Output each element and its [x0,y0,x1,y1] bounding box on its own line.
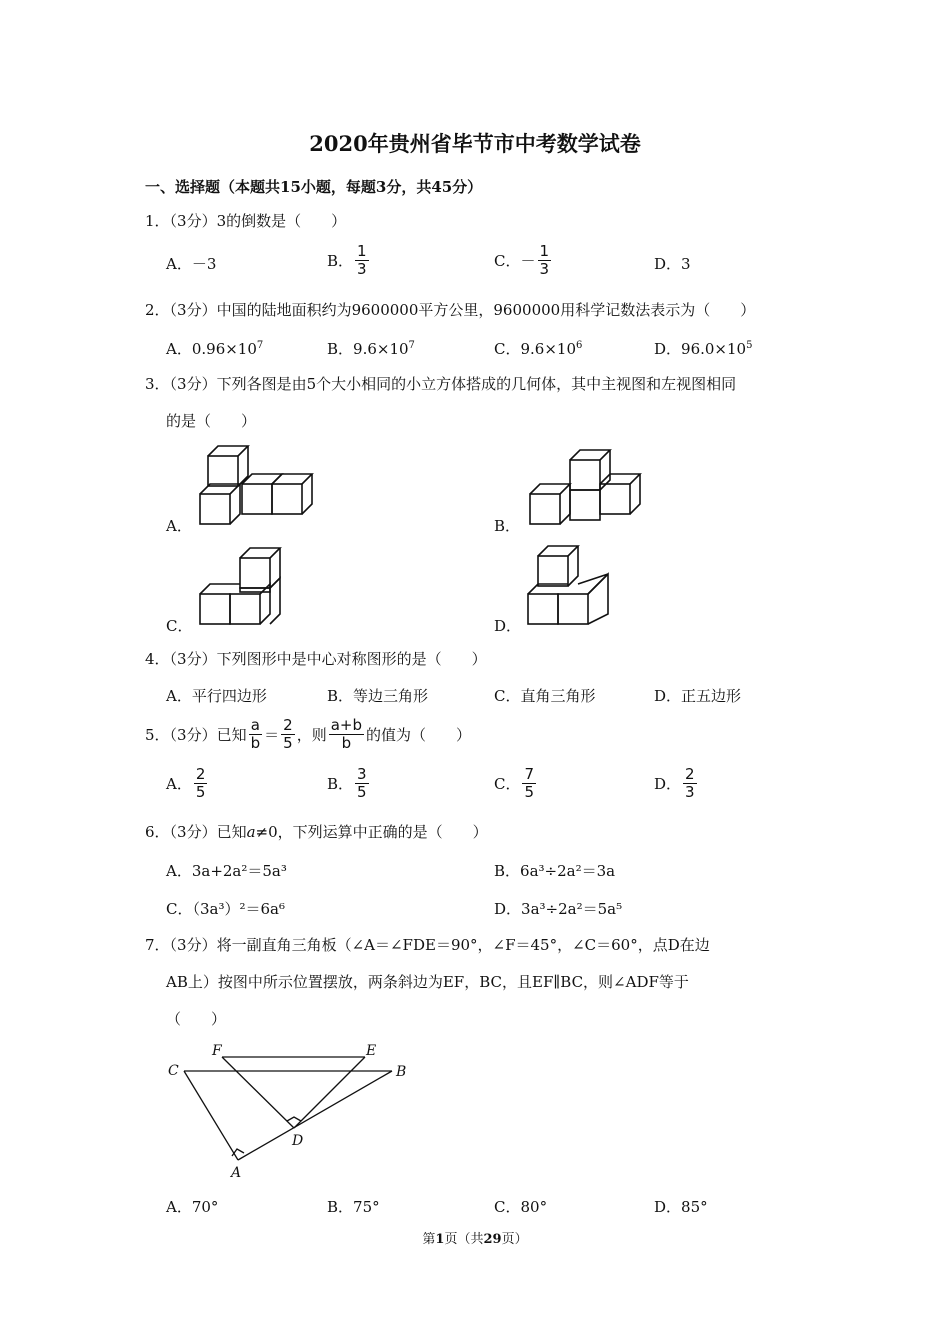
q7-label-e: E [366,1043,377,1059]
q7-triangle-figure [160,1038,420,1188]
question-7-stem-line1: 7．（3分）将一副直角三角板（∠A＝∠FDE＝90°，∠F＝45°，∠C＝60°，点D在边 [145,936,710,954]
question-7-stem-line3: （ ） [166,1010,227,1028]
page-footer: 第1页（共29页） [422,1232,528,1247]
q3-figure-d [526,544,636,628]
q5-option-b[interactable]: B． $\frac{3}{5}$ [327,765,367,801]
page-title: 2020年贵州省毕节市中考数学试卷 [309,131,641,156]
q1-option-c[interactable]: C．－ $\frac{1}{3}$ [494,242,550,278]
q3-option-c[interactable]: C． [166,617,193,635]
q6-option-c[interactable]: C．（3a³）²＝6a⁶ [166,900,285,918]
q3-option-d[interactable]: D． [494,617,522,635]
q5-option-c[interactable]: C． $\frac{7}{5}$ [494,765,535,801]
question-7-stem-line2: AB上）按图中所示位置摆放，两条斜边为EF，BC，且EF∥BC，则∠ADF等于 [166,973,689,991]
q6-option-b[interactable]: B．6a³÷2a²＝3a [494,862,616,880]
q3-figure-c [196,544,306,628]
q4-option-a[interactable]: A．平行四边形 [166,687,267,705]
q7-label-a: A [231,1165,242,1181]
q7-label-d: D [292,1133,304,1149]
question-3-stem-line1: 3．（3分）下列各图是由5个大小相同的小立方体搭成的几何体，其中主视图和左视图相同 [145,375,737,393]
q5-option-a[interactable]: A． $\frac{2}{5}$ [166,765,206,801]
q3-option-b[interactable]: B． [494,517,521,535]
q6-option-d[interactable]: D．3a³÷2a²＝5a⁵ [494,900,623,918]
q7-option-a[interactable]: A．70° [166,1198,219,1216]
section-heading: 一、选择题（本题共15小题，每题3分，共45分） [145,178,483,196]
q2-option-a[interactable]: A．$0.96\times 10^7$ [166,340,264,358]
question-3-stem-line2: 的是（ ） [166,412,257,430]
q7-label-b: B [396,1064,407,1080]
q2-option-c[interactable]: C．$9.6\times 10^6$ [494,340,583,358]
q7-option-d[interactable]: D．85° [654,1198,708,1216]
q7-option-b[interactable]: B．75° [327,1198,380,1216]
q3-option-a[interactable]: A． [166,517,192,535]
q4-option-b[interactable]: B．等边三角形 [327,687,429,705]
question-1-stem: 1．（3分）3的倒数是（ ） [145,212,347,230]
q2-option-b[interactable]: B．$9.6\times 10^7$ [327,340,415,358]
q4-option-d[interactable]: D．正五边形 [654,687,742,705]
q3-figure-b [526,444,651,528]
q1-option-b[interactable]: B． $\frac{1}{3}$ [327,242,367,278]
q1-option-a[interactable]: A．－3 [166,255,217,273]
question-5-stem: 5．（3分）已知 $\frac{a}{b}$ ＝ $\frac{2}{5}$ ，则 $\frac{a+b}{b}$ 的值为（ ） [145,716,472,752]
question-4-stem: 4．（3分）下列图形中是中心对称图形的是（ ） [145,650,487,668]
q1-option-d[interactable]: D．3 [654,255,691,273]
q2-option-d[interactable]: D．$96.0\times 10^5$ [654,340,753,358]
q5-option-d[interactable]: D． $\frac{2}{3}$ [654,765,695,801]
q6-option-a[interactable]: A．3a+2a²＝5a³ [166,862,287,880]
q7-label-f: F [212,1043,222,1059]
q1-option-b-fraction: $\frac{1}{3}$ [357,242,367,278]
q3-figure-a [196,444,321,528]
q4-option-c[interactable]: C．直角三角形 [494,687,596,705]
q7-label-c: C [168,1063,179,1079]
q7-option-c[interactable]: C．80° [494,1198,548,1216]
question-2-stem: 2．（3分）中国的陆地面积约为9600000平方公里，9600000用科学记数法表示为（ ） [145,301,756,319]
q1-option-c-fraction: $\frac{1}{3}$ [539,242,550,278]
question-6-stem: 6．（3分）已知a≠0，下列运算中正确的是（ ） [145,823,488,841]
